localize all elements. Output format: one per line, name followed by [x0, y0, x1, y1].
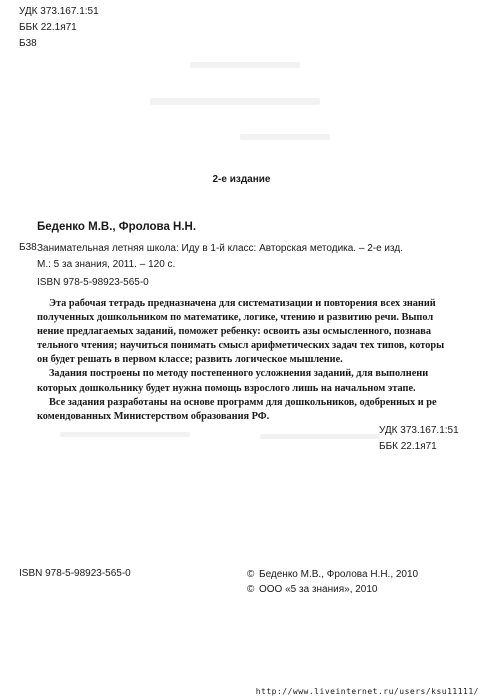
annotation-line: Все задания разработаны на основе программ для дошкольников, одобренных и ре	[49, 396, 437, 408]
right-udk: УДК 373.167.1:51	[379, 425, 459, 436]
copyright-authors	[247, 568, 418, 581]
annotation-line: полученных дошкольником по математике, логике, чтению и развитию речи. Выпол	[37, 312, 434, 324]
annotation-line: Эта рабочая тетрадь предназначена для систематизации и повторения всех знаний	[49, 298, 436, 309]
authors-heading: Беденко М.В., Фролова Н.Н.	[37, 221, 197, 233]
annotation-block	[37, 297, 482, 424]
header-author-mark: Б38	[19, 38, 37, 49]
reference-publisher-line: М.: 5 за знания, 2011. – 120 с.	[37, 259, 176, 270]
copyright-icon: ©	[247, 584, 255, 595]
bleed-through-mark	[150, 98, 320, 105]
bleed-through-mark	[60, 432, 190, 437]
bottom-isbn: ISBN 978-5-98923-565-0	[19, 568, 131, 579]
source-url: http://www.liveinternet.ru/users/ksu11111/	[255, 687, 479, 696]
author-mark: Б38	[19, 242, 37, 253]
reference-isbn: ISBN 978-5-98923-565-0	[37, 277, 149, 288]
annotation-line: которых дошкольнику будет нужна помощь взрослого лишь на начальном этапе.	[37, 382, 416, 394]
copyright-icon: ©	[247, 569, 255, 580]
annotation-line: комендованных Министерством образования РФ.	[37, 410, 270, 422]
copyright-authors-text: Беденко М.В., Фролова Н.Н., 2010	[259, 569, 419, 580]
annotation-line: нение предлагаемых заданий, поможет ребенку: освоить азы осмысленного, познава	[37, 326, 432, 338]
bleed-through-mark	[260, 434, 380, 439]
annotation-line: тельного чтения; научиться понимать смысл арифметических задач тех типов, которы	[37, 340, 445, 352]
annotation-line: он будет решать в первом классе; развить логическое мышление.	[37, 354, 343, 366]
edition-label: 2-е издание	[212, 174, 271, 185]
header-bbk: ББК 22.1я71	[19, 22, 77, 33]
reference-title-line: Занимательная летняя школа: Иду в 1-й класс: Авторская методика. – 2-е изд.	[37, 243, 404, 254]
bleed-through-mark	[190, 62, 300, 68]
annotation-line: Задания построены по методу постепенного усложнения заданий, для выполнени	[49, 368, 429, 380]
right-bbk: ББК 22.1я71	[379, 441, 437, 452]
copyright-publisher-text: ООО «5 за знания», 2010	[259, 584, 378, 595]
header-udk: УДК 373.167.1:51	[19, 6, 99, 17]
copyright-publisher	[247, 583, 378, 596]
bleed-through-mark	[240, 134, 330, 140]
